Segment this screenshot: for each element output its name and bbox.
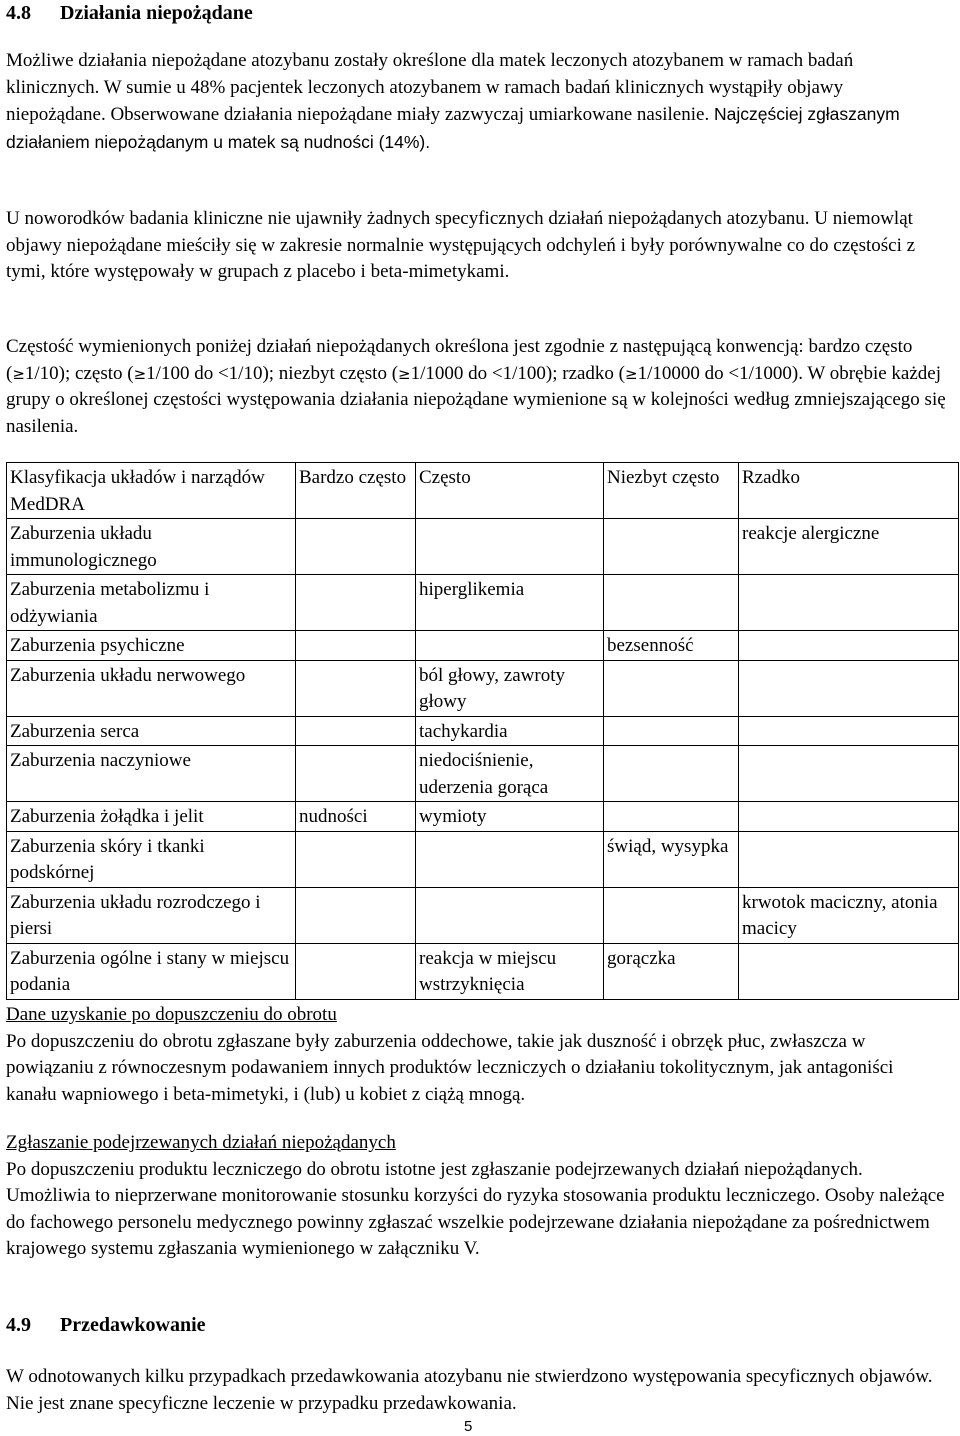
table-header-cell: Niezbyt często xyxy=(604,463,739,519)
table-cell: Zaburzenia żołądka i jelit xyxy=(7,802,296,832)
table-cell: reakcja w miejscu wstrzyknięcia xyxy=(416,943,604,999)
table-cell xyxy=(604,660,739,716)
convention-text-a: Częstość wymienionych poniżej działań niepożądanych określona jest zgodnie z następującą konwencją: bardzo często ( xyxy=(6,336,913,384)
table-cell xyxy=(296,660,416,716)
table-cell xyxy=(416,831,604,887)
table-cell: hiperglikemia xyxy=(416,575,604,631)
table-cell: Zaburzenia naczyniowe xyxy=(7,746,296,802)
table-cell xyxy=(739,943,959,999)
table-cell xyxy=(416,631,604,661)
table-cell: niedociśnienie, uderzenia gorąca xyxy=(416,746,604,802)
table-cell: gorączka xyxy=(604,943,739,999)
reporting-heading: Zgłaszanie podejrzewanych działań niepożądanych xyxy=(6,1132,396,1153)
table-cell: świąd, wysypka xyxy=(604,831,739,887)
section-number: 4.8 xyxy=(6,2,31,24)
frequency-convention-paragraph xyxy=(6,334,946,440)
table-row xyxy=(7,887,959,943)
table-cell: ból głowy, zawroty głowy xyxy=(416,660,604,716)
table-cell: tachykardia xyxy=(416,716,604,746)
table-cell xyxy=(739,631,959,661)
reporting-section xyxy=(6,1130,946,1263)
table-row xyxy=(7,631,959,661)
postmarketing-text: Po dopuszczeniu do obrotu zgłaszane były zaburzenia oddechowe, takie jak duszność i obrzęk płuc, zwłaszcza w powiązaniu z równoczesnym podawaniem innych produktów leczniczych o działaniu tokolitycznym, jak antagoniści kanału wapniowego i beta-mimetyki, i (lub) u kobiet z ciążą mnogą. xyxy=(6,1030,894,1105)
table-cell: Zaburzenia układu immunologicznego xyxy=(7,519,296,575)
table-header-cell: Bardzo często xyxy=(296,463,416,519)
table-cell: nudności xyxy=(296,802,416,832)
convention-text-e: 1/10000 do <1/1000). W obrębie każdej grupy o określonej częstości występowania działania niepożądane wymienione są w kolejności według zmniejszającego się nasilenia. xyxy=(6,362,946,437)
table-cell: Zaburzenia układu nerwowego xyxy=(7,660,296,716)
section-number: 4.9 xyxy=(6,1314,31,1336)
table-cell: krwotok maciczny, atonia macicy xyxy=(739,887,959,943)
table-cell: bezsenność xyxy=(604,631,739,661)
intro-paragraph xyxy=(6,48,946,156)
intro-text: Możliwe działania niepożądane atozybanu zostały określone dla matek leczonych atozybanem w ramach badań klinicznych. W sumie u 48% pacjentek leczonych atozybanem w ramach badań klinicznych wystąpiły objawy niepożądane. Obserwowane działania niepożądane miały zazwyczaj umiarkowane nasilenie. xyxy=(6,50,854,125)
section-heading-4-8 xyxy=(6,0,253,27)
table-cell: Zaburzenia psychiczne xyxy=(7,631,296,661)
ge-symbol: ≥ xyxy=(625,364,638,383)
table-row xyxy=(7,831,959,887)
table-cell: wymioty xyxy=(416,802,604,832)
convention-text-d: 1/1000 do <1/100); rzadko ( xyxy=(410,362,626,384)
ge-symbol: ≥ xyxy=(133,364,147,383)
page-number: 5 xyxy=(464,1418,473,1435)
adverse-effects-table xyxy=(6,462,959,1000)
table-header-cell: Klasyfikacja układów i narządów MedDRA xyxy=(7,463,296,519)
ge-symbol: ≥ xyxy=(398,364,411,383)
reporting-text: Po dopuszczeniu produktu leczniczego do obrotu istotne jest zgłaszanie podejrzewanych działań niepożądanych. Umożliwia to nieprzerwane monitorowanie stosunku korzyści do ryzyka stosowania produktu leczniczego. Osoby należące do fachowego personelu medycznego powinny zgłaszać wszelkie podejrzewane działania niepożądane za pośrednictwem krajowego systemu zgłaszania wymienionego w załączniku V. xyxy=(6,1158,945,1259)
section-title: Działania niepożądane xyxy=(60,2,253,24)
intro-frequency-text: Najczęściej zgłaszanym działaniem niepożądanym u matek są nudności (14%). xyxy=(6,104,900,152)
table-row xyxy=(7,575,959,631)
table-row xyxy=(7,746,959,802)
table-cell xyxy=(604,575,739,631)
table-cell xyxy=(296,575,416,631)
table-cell xyxy=(739,831,959,887)
table-cell xyxy=(739,575,959,631)
table-header-cell: Rzadko xyxy=(739,463,959,519)
table-row xyxy=(7,802,959,832)
table-row xyxy=(7,716,959,746)
convention-text-b: 1/10); często ( xyxy=(24,362,134,384)
section-title: Przedawkowanie xyxy=(60,1314,206,1336)
table-cell xyxy=(604,746,739,802)
table-cell xyxy=(604,802,739,832)
table-row xyxy=(7,943,959,999)
table-cell: reakcje alergiczne xyxy=(739,519,959,575)
ge-symbol: ≥ xyxy=(12,364,25,383)
table-cell xyxy=(604,716,739,746)
overdose-paragraph: W odnotowanych kilku przypadkach przedawkowania atozybanu nie stwierdzono występowania specyficznych objawów. Nie jest znane specyficzne leczenie w przypadku przedawkowania. xyxy=(6,1366,933,1414)
table-header-cell: Często xyxy=(416,463,604,519)
table-cell xyxy=(739,746,959,802)
convention-text-c: 1/100 do <1/10); niezbyt często ( xyxy=(146,362,399,384)
postmarketing-section xyxy=(6,1002,946,1108)
table-cell xyxy=(416,887,604,943)
table-cell: Zaburzenia układu rozrodczego i piersi xyxy=(7,887,296,943)
table-row xyxy=(7,519,959,575)
newborn-paragraph: U noworodków badania kliniczne nie ujawniły żadnych specyficznych działań niepożądanych atozybanu. U niemowląt objawy niepożądane mieściły się w zakresie normalnie występujących odchyleń i były porównywalne co do częstości z tymi, które występowały w grupach z placebo i beta-mimetykami. xyxy=(6,208,916,282)
table-cell xyxy=(296,716,416,746)
table-cell xyxy=(739,716,959,746)
table-cell xyxy=(296,887,416,943)
table-cell xyxy=(604,519,739,575)
postmarketing-heading: Dane uzyskanie po dopuszczeniu do obrotu xyxy=(6,1004,337,1025)
table-cell: Zaburzenia skóry i tkanki podskórnej xyxy=(7,831,296,887)
table-cell xyxy=(604,887,739,943)
table-cell xyxy=(296,746,416,802)
table-cell xyxy=(296,519,416,575)
section-heading-4-9 xyxy=(6,1312,206,1339)
table-cell xyxy=(296,631,416,661)
table-cell: Zaburzenia serca xyxy=(7,716,296,746)
table-header-row xyxy=(7,463,959,519)
table-cell xyxy=(416,519,604,575)
table-cell: Zaburzenia metabolizmu i odżywiania xyxy=(7,575,296,631)
table-cell xyxy=(739,802,959,832)
table-cell xyxy=(296,943,416,999)
table-cell: Zaburzenia ogólne i stany w miejscu podania xyxy=(7,943,296,999)
table-row xyxy=(7,660,959,716)
table-cell xyxy=(739,660,959,716)
table-cell xyxy=(296,831,416,887)
